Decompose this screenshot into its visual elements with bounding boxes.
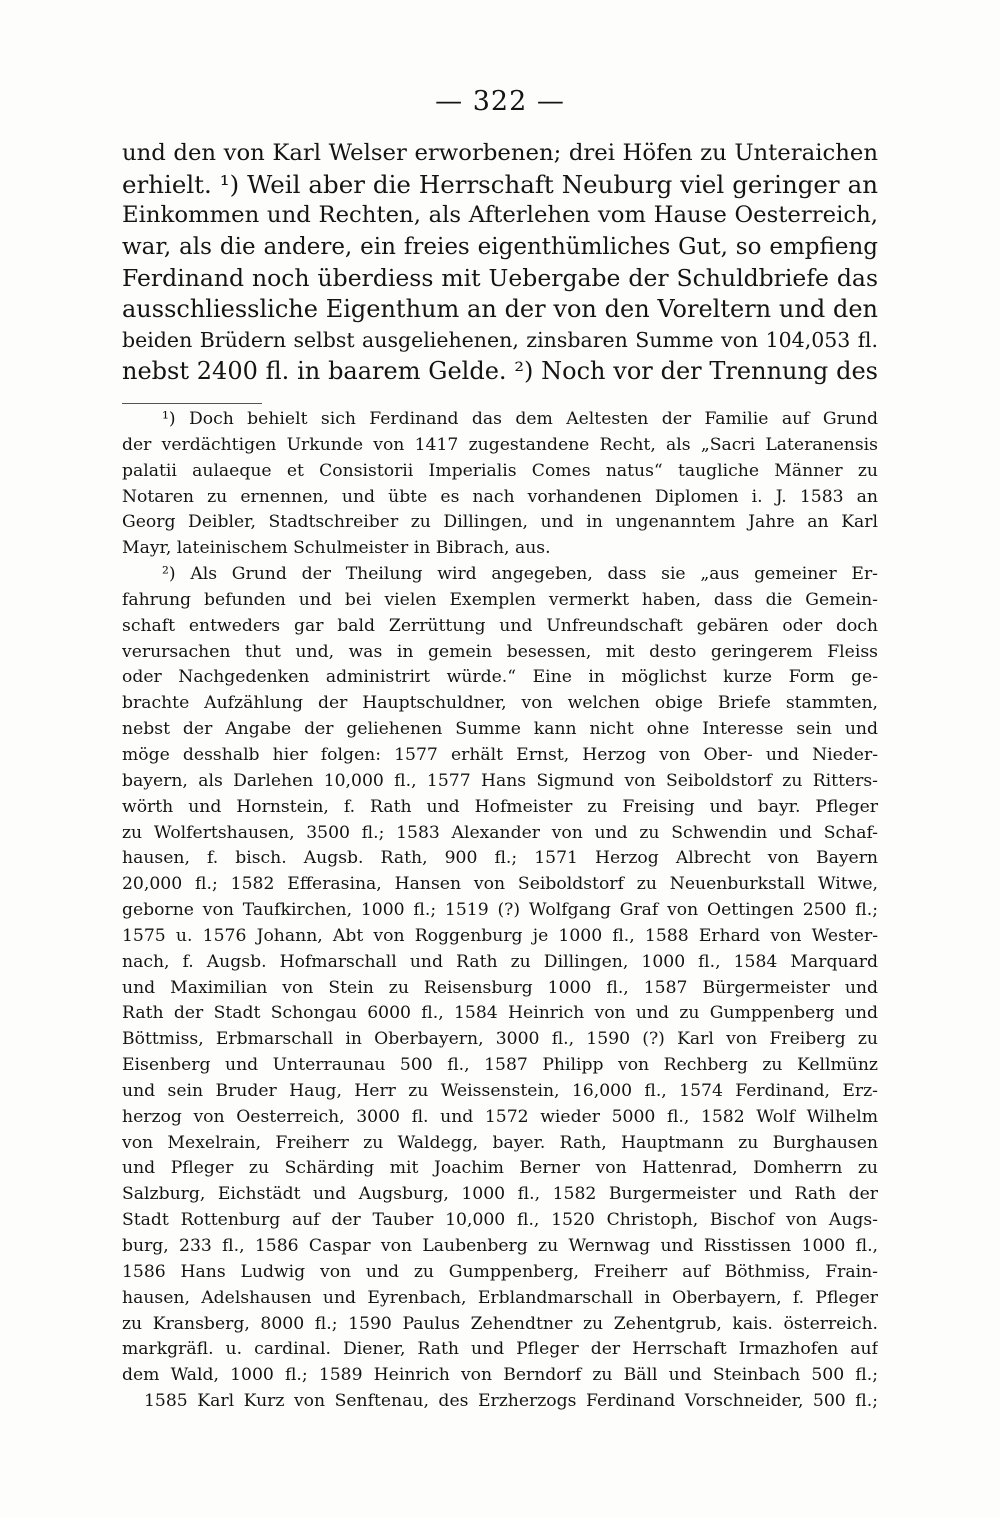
footnote-2-line: wörth und Hornstein, f. Rath und Hofmeister zu Freising und bayr. Pfleger <box>122 796 878 817</box>
footnote-2-line: Stadt Rottenburg auf der Tauber 10,000 fl., 1520 Christoph, Bischof von Augs- <box>122 1210 878 1231</box>
footnote-2-line: herzog von Oesterreich, 3000 fl. und 1572 wieder 5000 fl., 1582 Wolf Wilhelm <box>122 1106 878 1127</box>
text-line: ausschliessliche Eigenthum an der von den Voreltern und den <box>122 294 878 323</box>
footnote-2-line: geborne von Taufkirchen, 1000 fl.; 1519 (?) Wolfgang Graf von Oettingen 2500 fl.; <box>122 900 878 921</box>
footnote-2-line: von Mexelrain, Freiherr zu Waldegg, bayer. Rath, Hauptmann zu Burghausen <box>122 1132 878 1153</box>
footnote-2-line: markgräfl. u. cardinal. Diener, Rath und Pfleger der Herrschaft Irmazhofen auf <box>122 1339 878 1360</box>
footnote-2-line: und Maximilian von Stein zu Reisensburg 1000 fl., 1587 Bürgermeister und <box>122 977 878 998</box>
footnote-2-line: und sein Bruder Haug, Herr zu Weissenstein, 16,000 fl., 1574 Ferdinand, Erz- <box>122 1080 878 1101</box>
footnote-2-line: ²) Als Grund der Theilung wird angegeben, dass sie „aus gemeiner Er- <box>162 564 878 585</box>
footnote-2-line: 1585 Karl Kurz von Senftenau, des Erzherzogs Ferdinand Vorschneider, 500 fl.; <box>144 1391 878 1412</box>
text-line: beiden Brüdern selbst ausgeliehenen, zinsbaren Summe von 104,053 fl. <box>122 328 878 353</box>
footnote-separator <box>122 403 262 404</box>
footnote-2-line: nebst der Angabe der geliehenen Summe kann nicht ohne Interesse sein und <box>122 719 878 740</box>
footnote-2-line: dem Wald, 1000 fl.; 1589 Heinrich von Berndorf zu Bäll und Steinbach 500 fl.; <box>122 1365 878 1386</box>
footnote-2-line: möge desshalb hier folgen: 1577 erhält Ernst, Herzog von Ober- und Nieder- <box>122 744 878 765</box>
footnote-2-line: zu Kransberg, 8000 fl.; 1590 Paulus Zehendtner zu Zehentgrub, kais. österreich. <box>122 1313 878 1334</box>
footnote-2-line: Rath der Stadt Schongau 6000 fl., 1584 Heinrich von und zu Gumppenberg und <box>122 1003 878 1024</box>
text-line: Ferdinand noch überdiess mit Uebergabe der Schuldbriefe das <box>122 263 878 292</box>
page-number: — 322 — <box>435 86 565 117</box>
text-line: und den von Karl Welser erworbenen; drei Höfen zu Unteraichen <box>122 140 878 166</box>
footnote-2-line: bayern, als Darlehen 10,000 fl., 1577 Hans Sigmund von Seiboldstorf zu Ritters- <box>122 770 878 791</box>
footnote-2-line: fahrung befunden und bei vielen Exemplen vermerkt haben, dass die Gemein- <box>122 589 878 610</box>
footnote-2-line: Böttmiss, Erbmarschall in Oberbayern, 3000 fl., 1590 (?) Karl von Freiberg zu <box>122 1029 878 1050</box>
footnote-2-line: Eisenberg und Unterraunau 500 fl., 1587 Philipp von Rechberg zu Kellmünz <box>122 1055 878 1076</box>
footnote-2-line: 1575 u. 1576 Johann, Abt von Roggenburg je 1000 fl., 1588 Erhard von Wester- <box>122 925 878 946</box>
main-text-block <box>122 138 878 388</box>
footnote-2-line: hausen, f. bisch. Augsb. Rath, 900 fl.; 1571 Herzog Albrecht von Bayern <box>122 848 878 869</box>
footnote-2-line: Salzburg, Eichstädt und Augsburg, 1000 fl., 1582 Burgermeister und Rath der <box>122 1184 878 1205</box>
text-line: Einkommen und Rechten, als Afterlehen vom Hause Oesterreich, <box>122 202 878 229</box>
footnote-2-line: und Pfleger zu Schärding mit Joachim Berner von Hattenrad, Domherrn zu <box>122 1158 878 1179</box>
footnote-2-line: burg, 233 fl., 1586 Caspar von Laubenberg zu Wernwag und Risstissen 1000 fl., <box>122 1236 878 1256</box>
footnote-2-line: nach, f. Augsb. Hofmarschall und Rath zu Dillingen, 1000 fl., 1584 Marquard <box>122 951 878 972</box>
footnote-1-line: Georg Deibler, Stadtschreiber zu Dillingen, und in ungenanntem Jahre an Karl <box>122 512 878 533</box>
text-line: war, als die andere, ein freies eigenthümliches Gut, so empfieng <box>122 233 878 260</box>
footnote-2-line: verursachen thut und, was in gemein besessen, mit desto geringerem Fleiss <box>122 641 878 662</box>
footnote-2-line: 1586 Hans Ludwig von und zu Gumppenberg, Freiherr auf Böthmiss, Frain- <box>122 1261 878 1282</box>
text-line: erhielt. ¹) Weil aber die Herrschaft Neuburg viel geringer an <box>122 170 878 200</box>
footnote-1-line: Notaren zu ernennen, und übte es nach vorhandenen Diplomen i. J. 1583 an <box>122 486 878 507</box>
footnotes-block <box>122 407 878 1415</box>
footnote-2-line: hausen, Adelshausen und Eyrenbach, Erblandmarschall in Oberbayern, f. Pfleger <box>122 1287 878 1308</box>
text-line: nebst 2400 fl. in baarem Gelde. ²) Noch vor der Trennung des <box>122 357 878 386</box>
footnote-2-line: 20,000 fl.; 1582 Efferasina, Hansen von Seiboldstorf zu Neuenburkstall Witwe, <box>122 874 878 895</box>
footnote-1-line: Mayr, lateinischem Schulmeister in Bibrach, aus. <box>122 538 551 559</box>
footnote-2-line: zu Wolfertshausen, 3500 fl.; 1583 Alexander von und zu Schwendin und Schaf- <box>122 822 878 843</box>
footnote-1-line: palatii aulaeque et Consistorii Imperialis Comes natus“ taugliche Männer zu <box>122 460 878 481</box>
footnote-2-line: brachte Aufzählung der Hauptschuldner, von welchen obige Briefe stammten, <box>122 693 878 714</box>
footnote-2-line: schaft entweders gar bald Zerrüttung und Unfreundschaft gebären oder doch <box>122 615 878 636</box>
footnote-1-line: ¹) Doch behielt sich Ferdinand das dem Aeltesten der Familie auf Grund <box>162 409 878 429</box>
footnote-1-line: der verdächtigen Urkunde von 1417 zugestandene Recht, als „Sacri Lateranensis <box>122 434 878 455</box>
footnote-2-line: oder Nachgedenken administrirt würde.“ Eine in möglichst kurze Form ge- <box>122 667 878 688</box>
